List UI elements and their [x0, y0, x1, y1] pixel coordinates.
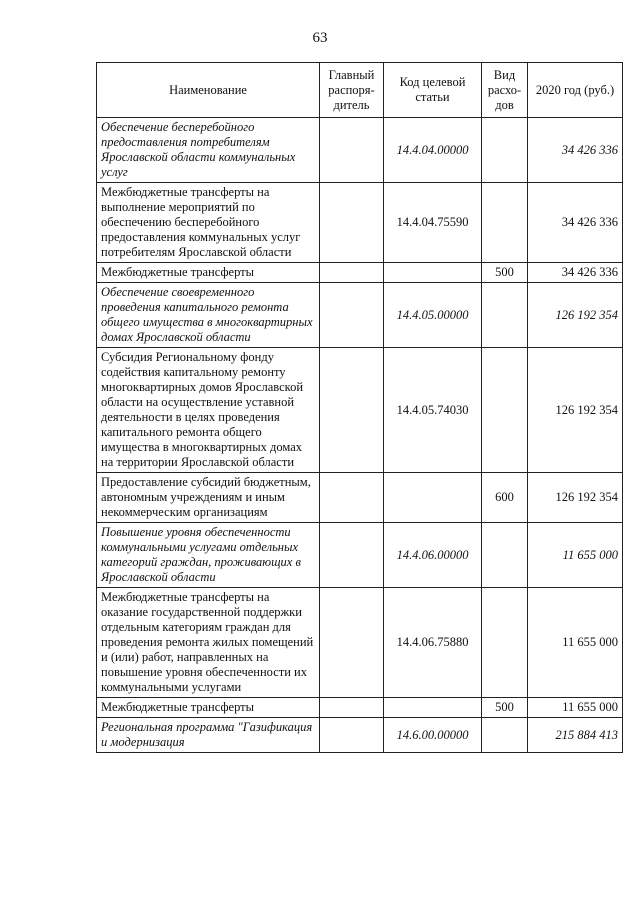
row-name: Региональная программа "Газификация и модернизация	[97, 718, 320, 753]
table-row	[97, 183, 623, 263]
header-code: Код целевой статьи	[384, 63, 482, 118]
row-name: Предоставление субсидий бюджетным, автономным учреждениям и иным некоммерческим организациям	[97, 473, 320, 523]
budget-table	[96, 62, 623, 753]
row-admin	[320, 718, 384, 753]
table-row	[97, 588, 623, 698]
table-row	[97, 523, 623, 588]
row-name: Межбюджетные трансферты	[97, 263, 320, 283]
row-code: 14.4.05.00000	[384, 283, 482, 348]
page-number: 63	[312, 30, 328, 46]
row-amount: 126 192 354	[528, 473, 623, 523]
row-code: 14.4.04.75590	[384, 183, 482, 263]
row-amount: 11 655 000	[528, 523, 623, 588]
row-name: Повышение уровня обеспеченности коммунальными услугами отдельных категорий граждан, проживающих в Ярославской области	[97, 523, 320, 588]
row-admin	[320, 698, 384, 718]
row-code: 14.6.00.00000	[384, 718, 482, 753]
row-kind	[482, 348, 528, 473]
row-name: Межбюджетные трансферты	[97, 698, 320, 718]
table-row	[97, 283, 623, 348]
table-row	[97, 118, 623, 183]
row-name: Обеспечение бесперебойного предоставления потребителям Ярославской области коммунальных услуг	[97, 118, 320, 183]
row-admin	[320, 473, 384, 523]
row-amount: 11 655 000	[528, 698, 623, 718]
row-code: 14.4.06.75880	[384, 588, 482, 698]
row-admin	[320, 263, 384, 283]
row-admin	[320, 118, 384, 183]
row-kind	[482, 183, 528, 263]
row-code: 14.4.06.00000	[384, 523, 482, 588]
row-amount: 34 426 336	[528, 183, 623, 263]
table-row	[97, 348, 623, 473]
row-amount: 126 192 354	[528, 348, 623, 473]
header-amount: 2020 год (руб.)	[528, 63, 623, 118]
row-name: Обеспечение своевременного проведения капитального ремонта общего имущества в многоквартирных домах Ярославской области	[97, 283, 320, 348]
row-kind	[482, 523, 528, 588]
row-kind	[482, 283, 528, 348]
table-row	[97, 263, 623, 283]
table-header-row	[97, 63, 623, 118]
table-row	[97, 698, 623, 718]
row-admin	[320, 523, 384, 588]
row-code	[384, 473, 482, 523]
row-amount: 11 655 000	[528, 588, 623, 698]
row-kind	[482, 588, 528, 698]
header-admin: Главный распоря-дитель	[320, 63, 384, 118]
row-amount: 34 426 336	[528, 263, 623, 283]
row-code: 14.4.05.74030	[384, 348, 482, 473]
table-row	[97, 718, 623, 753]
row-amount: 126 192 354	[528, 283, 623, 348]
row-kind	[482, 118, 528, 183]
header-kind: Вид расхо-дов	[482, 63, 528, 118]
row-admin	[320, 588, 384, 698]
row-kind	[482, 718, 528, 753]
row-name: Межбюджетные трансферты на оказание государственной поддержки отдельным категориям граждан для проведения ремонта жилых помещений и (или) работ, направленных на повышение уровня обеспеченности их коммунальными услугами	[97, 588, 320, 698]
row-code: 14.4.04.00000	[384, 118, 482, 183]
row-name: Межбюджетные трансферты на выполнение мероприятий по обеспечению бесперебойного предоставления коммунальных услуг потребителям Ярославской области	[97, 183, 320, 263]
row-kind: 500	[482, 698, 528, 718]
row-code	[384, 698, 482, 718]
row-admin	[320, 283, 384, 348]
table-row	[97, 473, 623, 523]
row-kind: 600	[482, 473, 528, 523]
row-admin	[320, 348, 384, 473]
row-admin	[320, 183, 384, 263]
row-code	[384, 263, 482, 283]
row-name: Субсидия Региональному фонду содействия капитальному ремонту многоквартирных домов Ярославской области на осуществление уставной деятельности в целях проведения капитального ремонта общего имущества в многоквартирных домах на территории Ярославской области	[97, 348, 320, 473]
header-name: Наименование	[97, 63, 320, 118]
row-amount: 34 426 336	[528, 118, 623, 183]
row-kind: 500	[482, 263, 528, 283]
row-amount: 215 884 413	[528, 718, 623, 753]
